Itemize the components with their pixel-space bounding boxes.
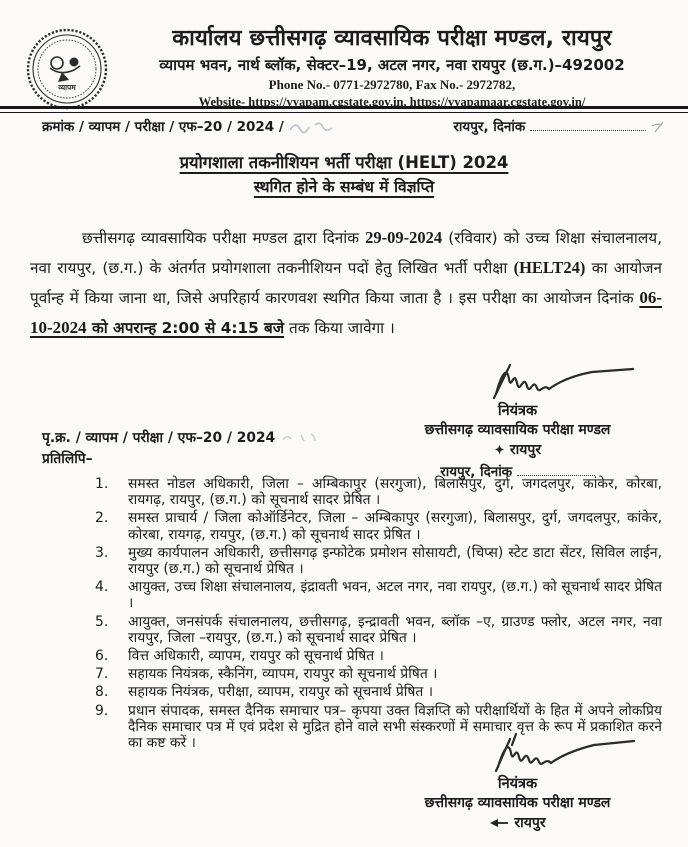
list-item-text: समस्त प्राचार्य / जिला कोऑर्डिनेटर, जिला – अम्बिकापुर (सरगुजा), बिलासपुर, दुर्ग, जगदलपुर, कांकेर, कोरबा, रायगढ़, रायपुर, (छ.ग.) को सूचनार्थ सादर प्रेषित । <box>128 510 662 543</box>
date-blank-line <box>517 463 595 476</box>
list-item <box>95 545 662 577</box>
org-name: कार्यालय छत्तीसगढ़ व्यावसायिक परीक्षा मण्डल, रायपुर <box>172 26 612 51</box>
body-text: तक किया जावेगा । <box>284 319 395 337</box>
list-item-number: 1. <box>95 476 109 492</box>
list-item-text: मुख्य कार्यपालन अधिकारी, छत्तीसगढ़ इन्फोटेक प्रमोशन सोसायटी, (चिप्स) स्टेट डाटा सेंटर, सिविल लाईन, रायपुर (छ.ग.) को सूचनार्थ प्रेषित । <box>128 544 662 578</box>
list-item-text: समस्त नोडल अधिकारी, जिला – अम्बिकापुर (सरगुजा), बिलासपुर, दुर्ग, जगदलपुर, कांकेर, कोरबा, रायगढ़, रायपुर, (छ.ग.) को सूचनार्थ सादर प्रेषित । <box>128 476 662 509</box>
list-item-text: वित्त अधिकारी, व्यापम, रायपुर को सूचनार्थ प्रेषित । <box>128 648 384 665</box>
place-date-line: रायपुर, दिनांक <box>453 117 666 135</box>
signatory-designation: नियंत्रक <box>497 776 538 792</box>
notice-title <box>0 151 688 198</box>
list-item <box>95 476 662 508</box>
list-item-text: सहायक नियंत्रक, परीक्षा, व्यापम, रायपुर को सूचनार्थ प्रेषित । <box>128 684 433 701</box>
signature-date-line: रायपुर, दिनांक <box>365 463 670 481</box>
signatory-organisation: छत्तीसगढ़ व्यावसायिक परीक्षा मण्डल <box>424 795 611 812</box>
signatory-place: रायपुर <box>365 442 670 460</box>
body-text: का आयोजन पूर्वान्ह में किया जाना था, जिसे अपरिहार्य कारणवश स्थगित किया जाता है । इस परीक्षा का आयोजन दिनांक <box>30 259 662 307</box>
signature-ink-icon <box>486 360 636 402</box>
phone-fax-line: Phone No.- 0771-2972780, Fax No.- 2972782, <box>268 77 516 93</box>
signature-block-bottom <box>365 733 670 832</box>
date-blank-line <box>530 118 646 131</box>
handwritten-mark <box>650 120 666 134</box>
new-exam-date: 06-10-2024 <box>30 288 662 337</box>
list-item <box>95 666 662 682</box>
copy-to-label: प्रतिलिपि– <box>42 451 93 468</box>
org-address: व्यापम भवन, नार्थ ब्लॉक, सेक्टर–19, अटल नगर, नवा रायपुर (छ.ग.)–492002 <box>159 56 625 75</box>
list-item-text: आयुक्त, उच्च शिक्षा संचालनालय, इंद्रावती भवन, अटल नगर, नवा रायपुर, (छ.ग.) को सूचनार्थ सादर प्रेषित । <box>128 579 662 612</box>
notice-title-line2: स्थगित होने के सम्बंध में विज्ञप्ति <box>253 177 435 196</box>
list-item <box>95 510 662 542</box>
seal-icon <box>26 28 108 110</box>
list-item <box>95 579 662 611</box>
list-item <box>95 684 662 700</box>
notice-title-line1: प्रयोगशाला तकनीशियन भर्ती परीक्षा (HELT) 2024 <box>179 153 509 172</box>
list-item-number: 9. <box>95 702 109 719</box>
new-exam-time: को अपरान्ह 2:00 से 4:15 बजे <box>86 319 285 337</box>
endorsement-ref-number: पृ.क्र. / व्यापम / परीक्षा / एफ–20 / 2024 <box>42 429 319 448</box>
website-line: Website- https://vyapam.cgstate.gov.in, https://vyapamaar.cgstate.gov.in/ <box>198 94 586 109</box>
vyapam-seal-logo <box>26 28 108 110</box>
svg-text:व्यापम: व्यापम <box>58 83 76 92</box>
list-item <box>95 614 662 646</box>
handwritten-mark <box>279 431 319 445</box>
list-item-text: सहायक नियंत्रक, स्कैनिंग, व्यापम, रायपुर को सूचनार्थ प्रेषित । <box>128 666 438 683</box>
list-item <box>95 648 662 664</box>
exam-code: (HELT24) <box>513 258 586 277</box>
list-item-text: आयुक्त, जनसंपर्क संचालनालय, छत्तीसगढ़, इन्द्रावती भवन, ब्लॉक –ए, ग्राउण्ड फ्लोर, अटल नगर, नवा रायपुर, जिला –रायपुर, (छ.ग.) को सूचनार्थ सादर प्रेषित । <box>128 613 662 646</box>
list-item-number: 4. <box>95 579 109 596</box>
arrow-left-icon <box>489 818 509 828</box>
signature-block-top <box>365 360 670 481</box>
signatory-designation: नियंत्रक <box>497 403 538 419</box>
signature-ink-icon <box>486 733 636 775</box>
reference-number: क्रमांक / व्यापम / परीक्षा / एफ–20 / 2024 / <box>42 117 334 135</box>
list-item-number: 5. <box>95 613 109 630</box>
body-text: छत्तीसगढ़ व्यावसायिक परीक्षा मण्डल द्वारा दिनांक <box>82 229 366 247</box>
header-divider <box>0 106 688 113</box>
ink-mark-icon <box>494 444 505 455</box>
old-exam-date: 29-09-2024 <box>365 228 443 247</box>
signatory-organisation: छत्तीसगढ़ व्यावसायिक परीक्षा मण्डल <box>424 422 611 439</box>
copy-list <box>95 476 662 753</box>
reference-row <box>42 117 666 135</box>
letterhead <box>104 26 680 110</box>
list-item-number: 8. <box>95 684 109 701</box>
endorsement-block <box>42 429 319 470</box>
list-item-number: 7. <box>95 666 109 683</box>
handwritten-mark <box>288 119 334 135</box>
list-item-number: 2. <box>95 510 109 527</box>
list-item-number: 3. <box>95 544 109 561</box>
notice-body <box>30 223 662 343</box>
list-item-number: 6. <box>95 648 109 665</box>
signatory-place: रायपुर <box>365 815 670 833</box>
body-text: (रविवार) को उच्च शिक्षा संचालनालय, नवा रायपुर, (छ.ग.) के अंतर्गत प्रयोगशाला तकनीशियन पदों हेतु लिखित भर्ती परीक्षा <box>30 229 662 277</box>
list-item-text: प्रधान संपादक, समस्त दैनिक समाचार पत्र– कृपया उक्त विज्ञप्ति को परीक्षार्थियों के हित में अपने लोकप्रिय दैनिक समाचार पत्र में एवं प्रदेश से मुद्रित होने वाले सभी संस्करणों में समाचार वृत्त के रूप में प्रकाशित करने का कष्ट करें । <box>128 702 662 752</box>
